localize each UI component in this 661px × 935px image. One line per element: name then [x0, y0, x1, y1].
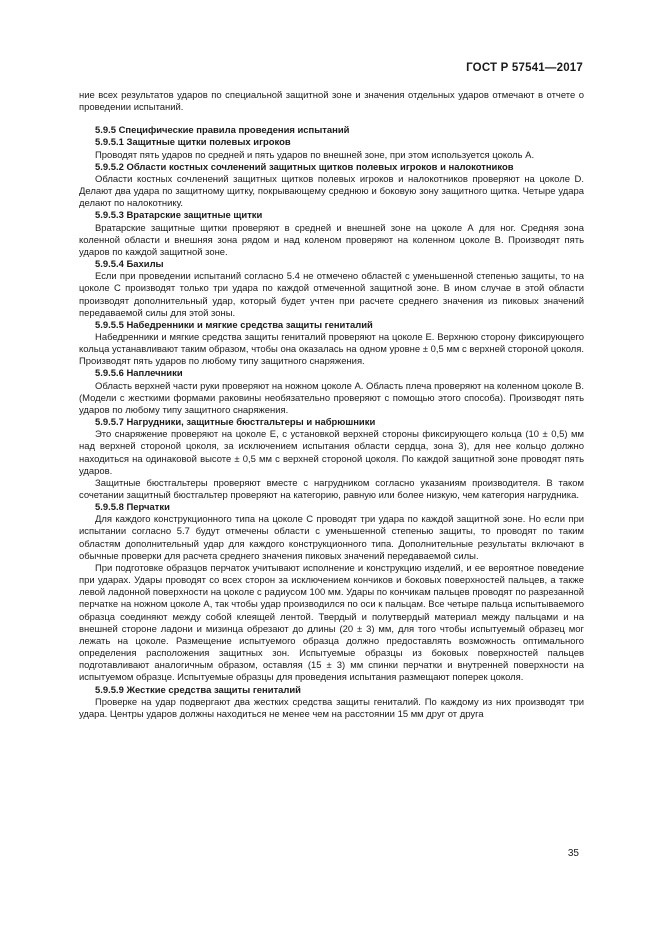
page-number: 35	[567, 848, 579, 859]
paragraph: Если при проведении испытаний согласно 5.4 не отмечено областей с уменьшенной степенью защиты, то на цоколе С производят только три удара по каждой отмеченной защитной зоне. В ином случае в этой области производят дополнительный удар, который будет учтен при расчете среднего значения из пиковых значений передаваемой силы для этой зоны.	[79, 271, 584, 319]
paragraph: Проверке на удар подвергают два жестких средства защиты гениталий. По каждому из них производят три удара. Центры ударов должны находиться не менее чем на расстоянии 15 мм друг от друга	[79, 696, 584, 720]
subsection-heading-5-9-5-5: 5.9.5.5 Набедренники и мягкие средства защиты гениталий	[95, 319, 373, 331]
subsection-heading-5-9-5-8: 5.9.5.8 Перчатки	[95, 502, 170, 514]
subsection-heading-5-9-5-6: 5.9.5.6 Наплечники	[95, 368, 183, 380]
subsection-heading-5-9-5-1: 5.9.5.1 Защитные щитки полевых игроков	[95, 137, 291, 149]
subsection-heading-5-9-5-9: 5.9.5.9 Жесткие средства защиты гениталий	[95, 684, 301, 696]
subsection-heading-5-9-5-4: 5.9.5.4 Бахилы	[95, 259, 164, 271]
paragraph: Области костных сочленений защитных щитков полевых игроков и налокотников проверяют на цоколе D. Делают два удара по защитному щитку, покрывающему среднюю и боковую зону защитного щитка. Четыре удара делают по налокотнику.	[79, 173, 584, 210]
subsection-heading-5-9-5-7: 5.9.5.7 Нагрудники, защитные бюстгальтеры и набрюшники	[95, 417, 376, 429]
paragraph: Защитные бюстгальтеры проверяют вместе с нагрудником согласно указаниям производителя. В таком сочетании защитный бюстгальтер проверяют на категорию, равную или более низкую, чем категория нагрудника.	[79, 477, 584, 501]
paragraph: Проводят пять ударов по средней и пять ударов по внешней зоне, при этом используется цоколь А.	[95, 149, 535, 161]
paragraph: Это снаряжение проверяют на цоколе Е, с установкой верхней стороны фиксирующего кольца (10 ± 0,5) мм над верхней стороной цоколя, за исключением испытания области сердца, зона 3), для нее кольцо должно находиться на одинаковой высоте ± 0,5 мм с верхней стороной цоколя. По каждой защитной зоне проводят пять ударов.	[79, 429, 584, 477]
paragraph: Вратарские защитные щитки проверяют в средней и внешней зоне на цоколе А для ног. Средняя зона коленной области и внешняя зона рядом и над коленом проверяют на коленном цоколе В. Производят пять ударов по каждой защитной зоне.	[79, 222, 584, 258]
document-body	[79, 90, 584, 721]
paragraph: Для каждого конструкционного типа на цоколе С проводят три удара по каждой защитной зоне. Но если при испытании согласно 5.7 будут отмечены области с уменьшенной степенью защиты, то проводят по таким областям дополнительный удар для каждого конструкционного типа. Дополнительные результаты включают в обычные проверки для расчета среднего значения пиковых значений передаваемой силы.	[79, 514, 584, 562]
paragraph-continued: ние всех результатов ударов по специальной защитной зоне и значения отдельных ударов отмечают в отчете о проведении испытаний.	[79, 90, 584, 114]
subsection-heading-5-9-5-3: 5.9.5.3 Вратарские защитные щитки	[95, 210, 263, 222]
subsection-heading-5-9-5-2: 5.9.5.2 Области костных сочленений защитных щитков полевых игроков и налокотников	[95, 161, 514, 173]
paragraph: Область верхней части руки проверяют на ножном цоколе А. Область плеча проверяют на коленном цоколе В. (Модели с жесткими формами раковины необязательно проверяют с помощью этого способа). Производят пять ударов по любому типу защитного снаряжения.	[79, 380, 584, 416]
section-heading-5-9-5: 5.9.5 Специфические правила проведения испытаний	[95, 125, 350, 137]
document-standard-number: ГОСТ Р 57541—2017	[466, 62, 583, 74]
paragraph: Набедренники и мягкие средства защиты гениталий проверяют на цоколе Е. Верхнюю сторону фиксирующего кольца устанавливают таким образом, чтобы она оказалась на одном уровне ± 0,5 мм с верхней стороной цоколя. Производят пять ударов по любому типу защитного снаряжения.	[79, 331, 584, 368]
paragraph: При подготовке образцов перчаток учитывают исполнение и конструкцию изделий, и ее вероятное поведение при ударах. Удары проводят со всех сторон за исключением кончиков и боковых поверхностей пальцев, а также левой ладонной поверхности на цоколе с радиусом 100 мм. Удары по кончикам пальцев проводят по разрезанной перчатке на ножном цоколе А, так чтобы удар производился по оси к пальцам. Все четыре пальца испытываемого образца соединяют между собой клеящей лентой. Твердый и полутвердый материал между пальцами и на внешней стороне ладони и мизинца обрезают до длины (20 ± 3) мм, для того чтобы испытуемый образец мог лежать на цоколе. Размещение испытуемого образца должно предоставлять возможность оптимального определения расположения защитных зон. Испытуемые образцы из боковых поверхностей пальцев подготавливают аналогичным образом, оставляя (15 ± 3) мм спинки перчатки и внутренней поверхности на испытуемом образце. Испытуемые образцы для проведения испытания размещают поперек цоколя.	[79, 562, 584, 684]
